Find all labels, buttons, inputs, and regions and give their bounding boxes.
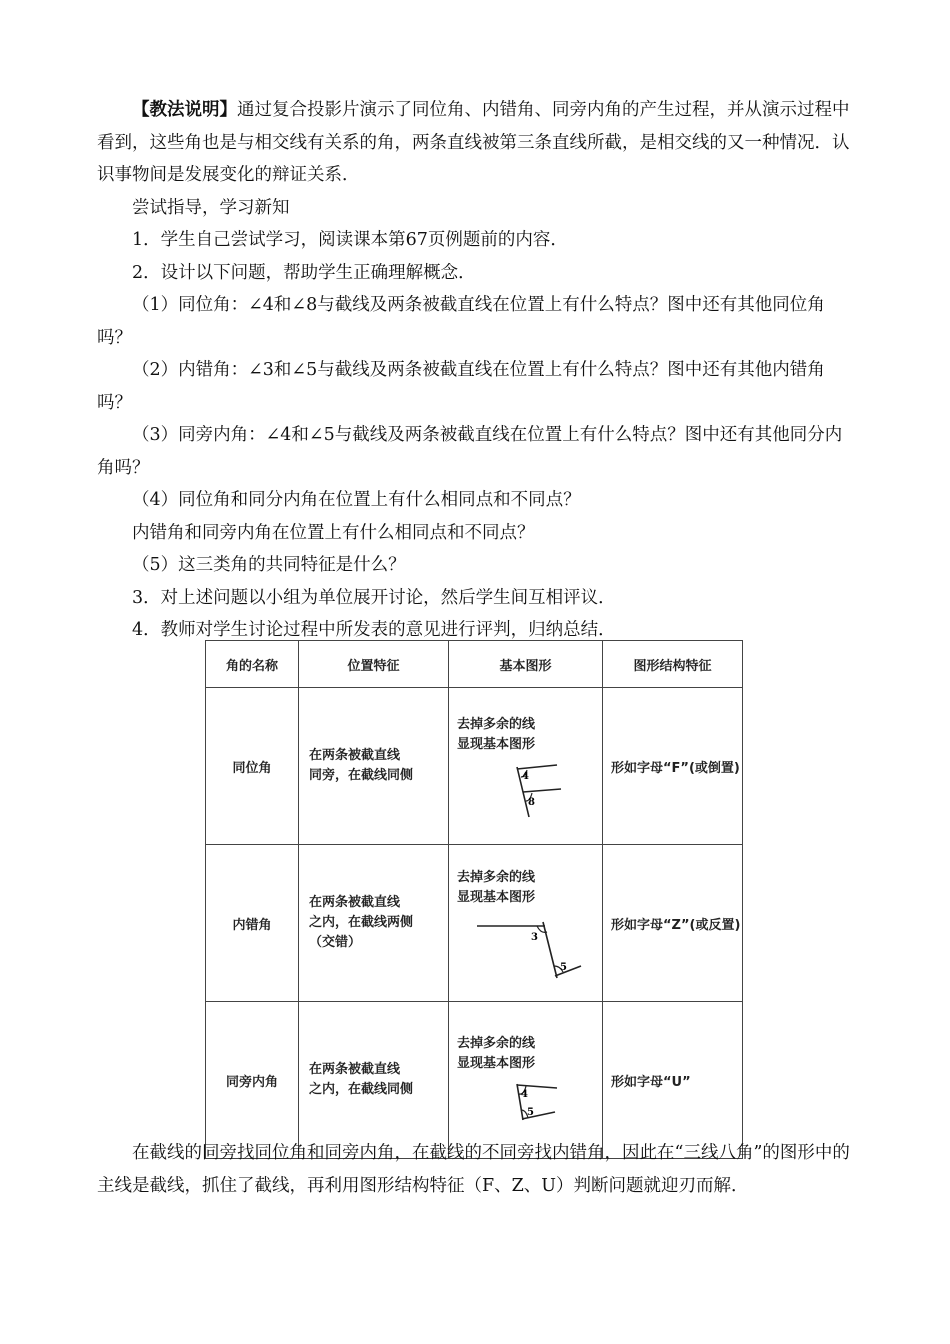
position-line: （交错）: [309, 935, 362, 950]
f-shape-diagram: [457, 755, 577, 825]
question-5: （5）这三类角的共同特征是什么？: [132, 555, 406, 575]
step-2: 2．设计以下问题，帮助学生正确理解概念．: [132, 262, 476, 283]
closing-text: [97, 1137, 857, 1202]
angle-label: 5: [560, 962, 567, 973]
section-heading: 尝试指导，学习新知: [132, 197, 290, 218]
position-feature: [299, 688, 449, 845]
structure-feature: 形如字母“F”(或倒置): [603, 688, 743, 845]
teaching-note-body: 通过复合投影片演示了同位角、内错角、同旁内角的产生过程，并从演示过程中看到，这些角也是与相交线有关系的角，两条直线被第三条直线所截，是相交线的又一种情况．认识事物间是发展变化的辩证关系．: [97, 100, 850, 185]
position-feature: [299, 1002, 449, 1159]
structure-feature: 形如字母“Z”(或反置): [603, 845, 743, 1002]
angle-label: 3: [531, 932, 538, 943]
basic-figure: [449, 1002, 603, 1159]
figure-caption: 去掉多余的线: [457, 870, 536, 885]
question-4b: 内错角和同旁内角在位置上有什么相同点和不同点？: [132, 522, 535, 543]
position-line: 在两条被截直线: [309, 1062, 401, 1077]
position-feature: [299, 845, 449, 1002]
header-figure: 基本图形: [449, 641, 603, 688]
question-1: （1）同位角：∠4和∠8与截线及两条被截直线在位置上有什么特点？图中还有其他同位角吗？: [97, 295, 825, 348]
position-line: 之内，在截线同侧: [309, 1082, 414, 1097]
angle-summary-table: [205, 640, 743, 1159]
position-line: 在两条被截直线: [309, 748, 401, 763]
angle-label: 4: [522, 771, 529, 782]
figure-caption: 显现基本图形: [457, 1056, 536, 1071]
z-shape-diagram: [457, 908, 592, 986]
question-4: （4）同位角和同分内角在位置上有什么相同点和不同点？: [132, 490, 581, 510]
angle-name: 同位角: [206, 688, 299, 845]
header-structure: 图形结构特征: [603, 641, 743, 688]
table-row: [206, 845, 743, 1002]
position-line: 之内，在截线两侧: [309, 915, 414, 930]
header-name: 角的名称: [206, 641, 299, 688]
lesson-text: [97, 94, 857, 647]
step-4: 4．教师对学生讨论过程中所发表的意见进行评判，归纳总结．: [132, 620, 616, 640]
question-3: （3）同旁内角：∠4和∠5与截线及两条被截直线在位置上有什么特点？图中还有其他同分内角吗？: [97, 425, 843, 478]
structure-feature: 形如字母“U”: [603, 1002, 743, 1159]
basic-figure: [449, 688, 603, 845]
header-position: 位置特征: [299, 641, 449, 688]
teaching-note: [97, 94, 857, 192]
table-row: [206, 1002, 743, 1159]
figure-caption: 去掉多余的线: [457, 717, 536, 732]
angle-label: 4: [521, 1089, 528, 1100]
angle-name: 同旁内角: [206, 1002, 299, 1159]
position-line: 在两条被截直线: [309, 895, 401, 910]
figure-caption: 显现基本图形: [457, 737, 536, 752]
figure-caption: 显现基本图形: [457, 890, 536, 905]
teaching-note-head: 【教法说明】: [132, 100, 237, 120]
angle-name: 内错角: [206, 845, 299, 1002]
question-2: （2）内错角：∠3和∠5与截线及两条被截直线在位置上有什么特点？图中还有其他内错角吗？: [97, 360, 825, 413]
table-header-row: [206, 641, 743, 688]
angle-label: 8: [528, 797, 535, 808]
u-shape-diagram: [457, 1074, 577, 1134]
figure-caption: 去掉多余的线: [457, 1036, 536, 1051]
basic-figure: [449, 845, 603, 1002]
angle-label: 5: [527, 1107, 534, 1118]
table-row: [206, 688, 743, 845]
step-1: 1．学生自己尝试学习，阅读课本第67页例题前的内容．: [132, 230, 568, 250]
closing-paragraph: 在截线的同旁找同位角和同旁内角，在截线的不同旁找内错角，因此在“三线八角”的图形中的主线是截线，抓住了截线，再利用图形结构特征（F、Z、U）判断问题就迎刃而解．: [97, 1143, 850, 1196]
step-3: 3．对上述问题以小组为单位展开讨论，然后学生间互相评议．: [132, 587, 616, 608]
position-line: 同旁，在截线同侧: [309, 768, 414, 783]
